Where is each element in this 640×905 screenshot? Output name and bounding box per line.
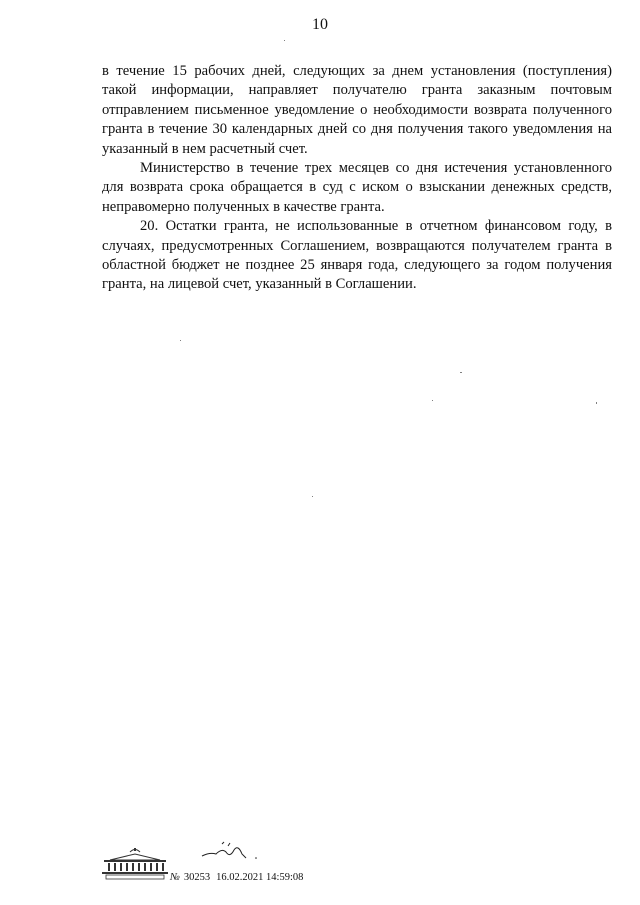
registration-stamp [170,872,303,883]
scan-speck [284,40,285,41]
paragraph-ministry-court: Министерство в течение трех месяцев со дня истечения установленного для возврата срока обращается в суд с иском о взыскании денежных средств, неправомерно полученных в качестве гранта. [102,160,612,215]
number-sign: № [170,872,180,883]
scan-speck [180,340,181,341]
page-number: 10 [312,16,328,33]
building-stamp-icon [100,846,170,880]
scan-speck [312,496,313,497]
signature-scribble-icon [196,838,266,866]
paragraph-item-20: 20. Остатки гранта, не использованные в отчетном финансовом году, в случаях, предусмотренных Соглашением, возвращаются получателем гранта в областной бюджет не позднее 25 января года, следующего за годом получения гранта, на лицевой счет, указанный в Соглашении. [102,218,612,293]
paragraph-continuation: в течение 15 рабочих дней, следующих за днем установления (поступления) такой информации, направляет получателю гранта заказным почтовым отправлением письменное уведомление о необходимости возврата полученного гранта в течение 30 календарных дней со дня получения такого уведомления на указанный в нем расчетный счет. [102,63,612,157]
registration-number: 30253 [183,872,211,883]
document-body [102,62,612,295]
scan-speck [596,402,597,404]
scan-speck [432,400,433,401]
registration-datetime: 16.02.2021 14:59:08 [216,872,304,883]
scan-speck [460,372,462,373]
